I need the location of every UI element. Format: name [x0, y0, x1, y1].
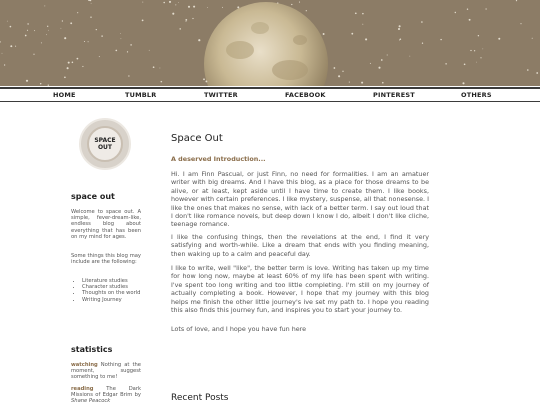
nav-pinterest-link[interactable]: PINTEREST: [373, 91, 415, 99]
avatar-logo: [87, 126, 123, 162]
recent-posts-title: Recent Posts: [171, 393, 229, 403]
moon-starfield-image: [0, 0, 540, 86]
nav-twitter-link[interactable]: TWITTER: [204, 91, 238, 99]
stat-reading-label: reading: [71, 386, 94, 392]
nav-others-link[interactable]: OTHERS: [461, 91, 492, 99]
statistics-title: statistics: [71, 345, 113, 354]
avatar: [79, 118, 131, 170]
list-item: • Thoughts on the world: [82, 290, 141, 296]
avatar-text-line1: SPACE: [94, 137, 116, 144]
list-item: • Character studies: [82, 284, 141, 290]
about-title: space out: [71, 192, 115, 201]
stat-watching-value: Nothing at the moment, suggest something to me!: [71, 362, 141, 381]
post-title[interactable]: Space Out: [171, 133, 223, 144]
top-navigation: [0, 87, 540, 102]
avatar-text-line2: OUT: [97, 144, 113, 151]
nav-home-link[interactable]: HOME: [53, 91, 76, 99]
list-item: • Literature studies: [82, 278, 141, 284]
list-item: • Writing Journey: [82, 297, 141, 303]
post-paragraph-2: I like the confusing things, then the revelations at the end, I find it very satisfying and worth-while. Like a dream that ends with you finding meaning, then waking up to a calm and peaceful day.: [171, 233, 429, 258]
post-subtitle: A deserved Introduction...: [171, 155, 266, 163]
topics-list: [76, 278, 141, 303]
stat-watching-label: watching: [71, 362, 98, 368]
stat-reading-value: The Dark Missions of Edgar Brim by: [71, 386, 141, 399]
nav-facebook-link[interactable]: FACEBOOK: [285, 91, 326, 99]
post-paragraph-3: I like to write, well "like", the better term is love. Writing has taken up my time for how long now, maybe at least 60% of my life has been spent with writing. I've spent too long writing and too little completing. I'm still on my journey of actually completing a book. However, I hope that my journey with this blog helps me finish the other little journey's ive set my path to. I hope you reading this also finds this journey fun, and inspires you to start your journey to.: [171, 264, 429, 315]
stat-watching: [71, 362, 141, 381]
topics-intro: Some things this blog may include are the following:: [71, 253, 141, 266]
post-paragraph-1: Hi. I am Finn Pascual, or just Finn, no need for formalities. I am an amatuer writer with big dreams. And I have this blog, as a place for those dreams to be alive, or at least, kept aside until I have time to create them. I like books, however with certain preferences. I like mystery, suspense, all that nonesense. I like the ones that makes no sense, with lack of a better term. I say out loud that I don't like romance novels, but deep down I know I do, albeit I don't like cliche, teenage romance.: [171, 170, 429, 229]
stat-reading: [71, 386, 141, 405]
post-paragraph-4: Lots of love, and I hope you have fun here: [171, 325, 307, 333]
stat-reading-author: Shane Peacock: [71, 398, 111, 405]
about-text: Welcome to space out. A simple, fever-dream-like, endless blog about everything that has been on my mind for ages.: [71, 209, 141, 240]
header-banner: [0, 0, 540, 86]
nav-tumblr-link[interactable]: TUMBLR: [125, 91, 157, 99]
